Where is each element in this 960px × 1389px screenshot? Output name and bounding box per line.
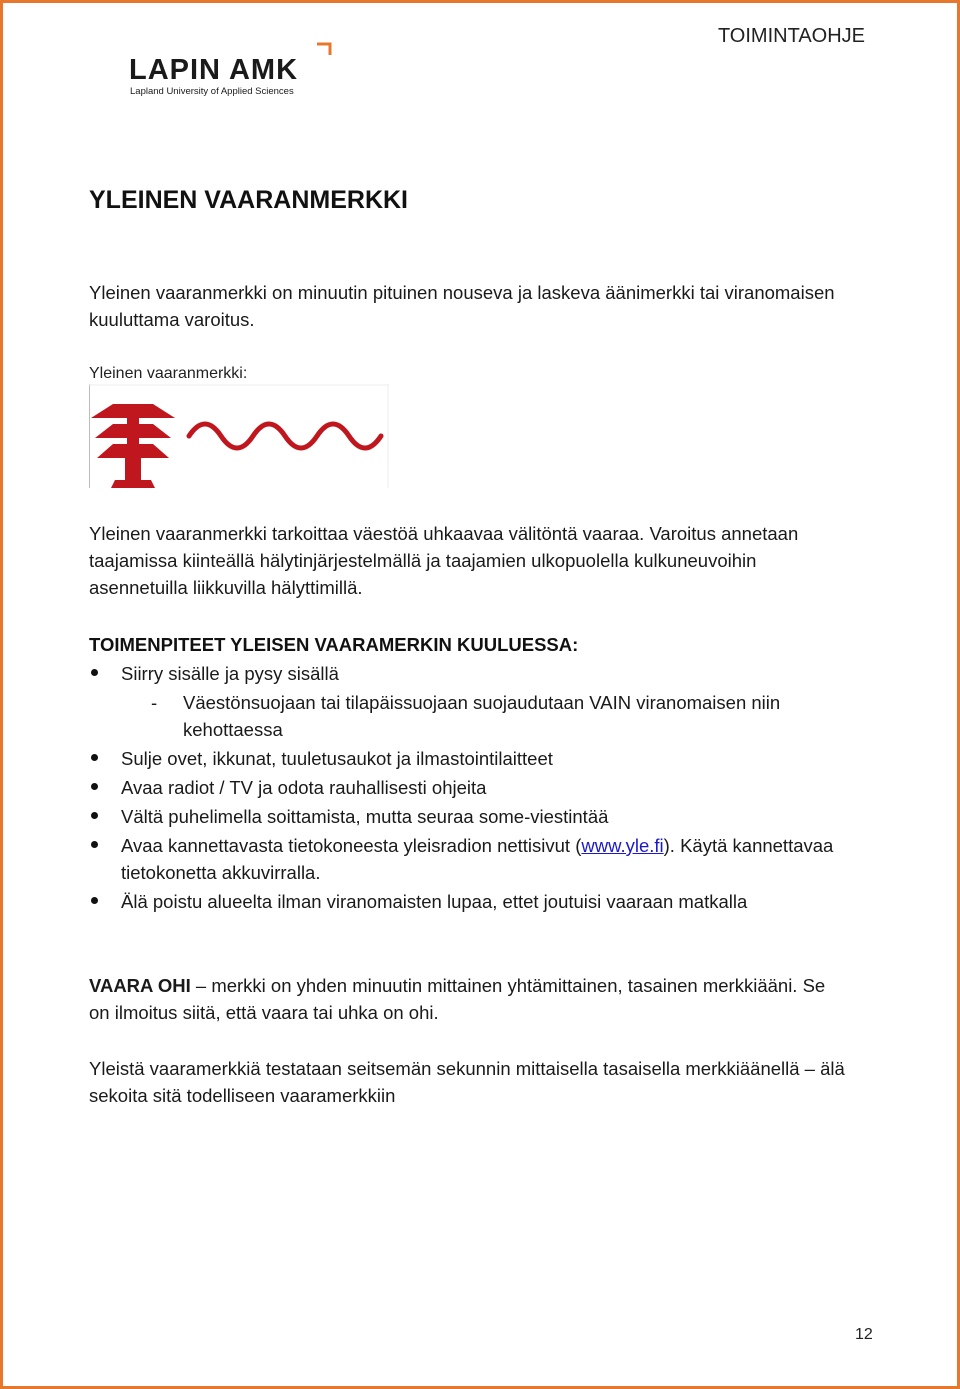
list-item-text: Avaa radiot / TV ja odota rauhallisesti ohjeita xyxy=(121,777,487,798)
list-item xyxy=(89,803,879,830)
actions-heading: TOIMENPITEET YLEISEN VAARAMERKIN KUULUESSA: xyxy=(89,634,579,655)
actions-list xyxy=(89,660,879,915)
page-title: YLEINEN VAARANMERKKI xyxy=(89,186,408,214)
all-clear-text: – merkki on yhden minuutin mittainen yhtämittainen, tasainen merkkiääni. Se on ilmoitus siitä, että vaara tai uhka on ohi. xyxy=(89,975,826,1023)
dash-icon: - xyxy=(151,692,158,713)
all-clear-paragraph xyxy=(89,972,849,1026)
list-item-text: Siirry sisälle ja pysy sisällä xyxy=(121,663,339,684)
bullet-icon xyxy=(91,897,98,904)
yle-website-link[interactable]: www.yle.fi xyxy=(581,835,664,856)
svg-text:Lapland University of Applied: Lapland University of Applied Sciences xyxy=(130,86,294,97)
all-clear-term: VAARA OHI xyxy=(89,975,191,996)
description-paragraph: Yleinen vaaranmerkki tarkoittaa väestöä uhkaavaa välitöntä vaaraa. Varoitus annetaan taajamissa kiinteällä hälytinjärjestelmällä ja taajamien ulkopuolella kulkuneuvoihin asennetuilla liikkuvilla hälyttimillä. xyxy=(89,523,799,598)
intro-paragraph: Yleinen vaaranmerkki on minuutin pituinen nouseva ja laskeva äänimerkki tai viranomaisen kuuluttama varoitus. xyxy=(89,282,835,330)
list-item xyxy=(89,774,879,801)
sub-list-item xyxy=(89,689,879,743)
list-item-text-end: ). Käytä kannettavaa tietokonetta akkuvirralla. xyxy=(121,835,834,883)
list-item-text: Vältä puhelimella soittamista, mutta seuraa some-viestintää xyxy=(121,806,609,827)
actions-section xyxy=(89,631,879,917)
bullet-icon xyxy=(91,783,98,790)
page-number: 12 xyxy=(855,1326,873,1343)
list-item xyxy=(89,660,879,687)
list-item xyxy=(89,888,879,915)
document-type-label: TOIMINTAOHJE xyxy=(717,25,865,47)
siren-wave-figure xyxy=(89,384,389,488)
svg-text:LAPIN AMK: LAPIN AMK xyxy=(129,54,299,86)
list-item xyxy=(89,832,879,886)
lapin-amk-logo xyxy=(125,41,335,101)
rising-falling-wave xyxy=(189,424,381,448)
bullet-icon xyxy=(91,841,98,848)
test-note-paragraph: Yleistä vaaramerkkiä testataan seitsemän sekunnin mittaisella tasaisella merkkiäänellä – älä sekoita sitä todelliseen vaaramerkkiin xyxy=(89,1058,845,1106)
list-item-text: Sulje ovet, ikkunat, tuuletusaukot ja ilmastointilaitteet xyxy=(121,748,553,769)
list-item-text: Älä poistu alueelta ilman viranomaisten lupaa, ettet joutuisi vaaraan matkalla xyxy=(121,891,748,912)
siren-icon xyxy=(91,404,175,488)
signal-label: Yleinen vaaranmerkki: xyxy=(89,365,248,382)
list-item-text-start: Avaa kannettavasta tietokoneesta yleisradion nettisivut ( xyxy=(121,835,582,856)
bullet-icon xyxy=(91,669,98,676)
bullet-icon xyxy=(91,812,98,819)
sub-list-item-text: Väestönsuojaan tai tilapäissuojaan suojaudutaan VAIN viranomaisen niin kehottaessa xyxy=(183,692,781,740)
bullet-icon xyxy=(91,754,98,761)
list-item xyxy=(89,745,879,772)
